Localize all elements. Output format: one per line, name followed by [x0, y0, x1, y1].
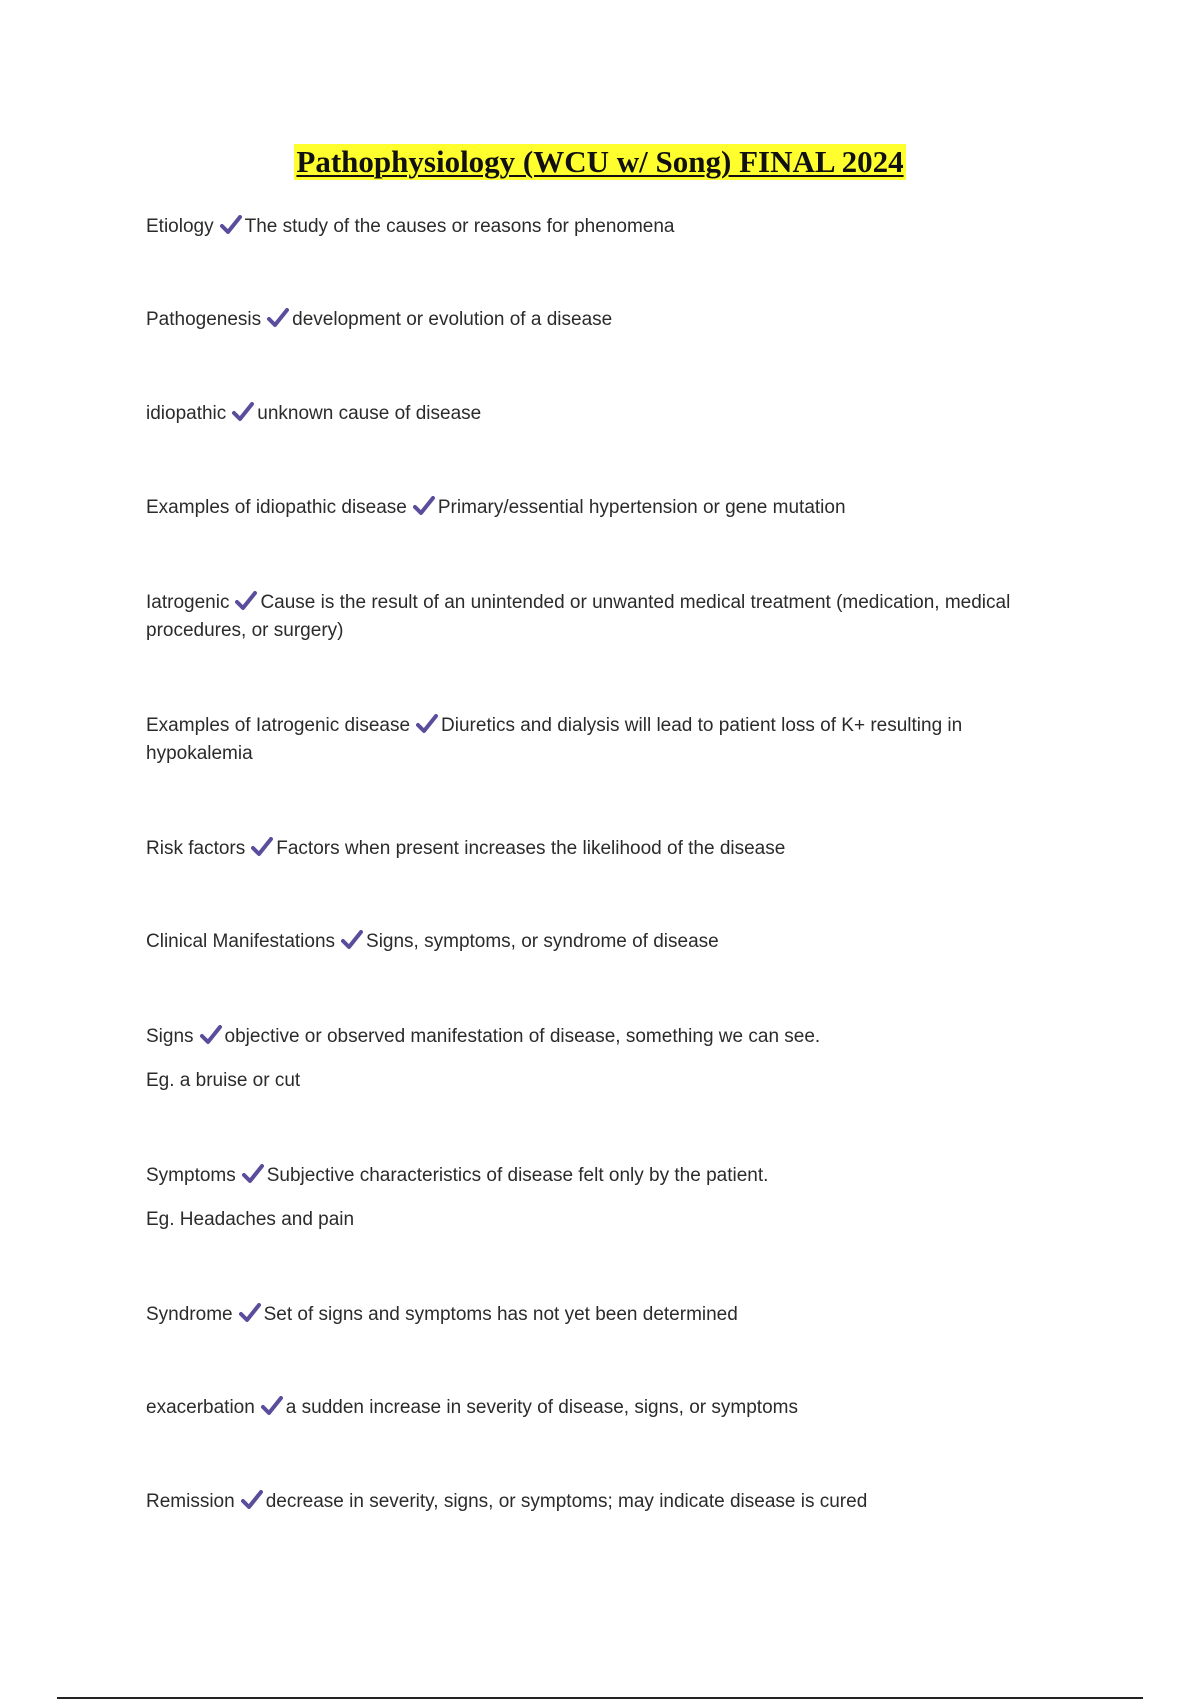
entry-term: Symptoms [146, 1165, 236, 1186]
flashcard-entry [146, 1301, 1046, 1329]
entry-definition: unknown cause of disease [257, 403, 482, 424]
checkmark-icon [220, 215, 242, 235]
flashcard-entry [146, 1162, 1046, 1234]
checkmark-icon [261, 1396, 283, 1416]
entry-term: Examples of idiopathic disease [146, 497, 407, 518]
flashcard-entry [146, 306, 1046, 334]
entry-example: Eg. a bruise or cut [146, 1070, 301, 1091]
document-title: Pathophysiology (WCU w/ Song) FINAL 2024 [296, 144, 904, 179]
checkmark-icon [242, 1164, 264, 1184]
flashcard-entry [146, 213, 1046, 241]
checkmark-icon [413, 496, 435, 516]
flashcard-entry [146, 712, 1046, 768]
checkmark-icon [232, 402, 254, 422]
entry-term: Syndrome [146, 1304, 233, 1325]
flashcard-entry [146, 494, 1046, 522]
entry-definition: Primary/essential hypertension or gene mutation [437, 497, 846, 518]
checkmark-icon [341, 930, 363, 950]
flashcard-entry [146, 1488, 1046, 1516]
entry-definition: Subjective characteristics of disease felt only by the patient. [266, 1165, 769, 1186]
flashcard-entry [146, 835, 1046, 863]
entry-term: Remission [146, 1491, 235, 1512]
entry-term: Pathogenesis [146, 309, 262, 330]
checkmark-icon [416, 714, 438, 734]
entry-definition: a sudden increase in severity of disease, signs, or symptoms [285, 1397, 798, 1418]
flashcard-entry [146, 1394, 1046, 1422]
checkmark-icon [251, 837, 273, 857]
entry-definition: Signs, symptoms, or syndrome of disease [366, 931, 719, 952]
entry-term: Clinical Manifestations [146, 931, 336, 952]
entry-example: Eg. Headaches and pain [146, 1209, 355, 1230]
entry-term: idiopathic [146, 403, 227, 424]
entry-definition: Set of signs and symptoms has not yet been determined [263, 1304, 738, 1325]
entry-definition: decrease in severity, signs, or symptoms; may indicate disease is cured [265, 1491, 868, 1512]
entry-term: Signs [146, 1026, 194, 1047]
entry-definition: objective or observed manifestation of disease, something we can see. [224, 1026, 821, 1047]
entry-definition: development or evolution of a disease [292, 309, 613, 330]
entry-term: exacerbation [146, 1397, 255, 1418]
entry-term: Examples of Iatrogenic disease [146, 715, 411, 736]
checkmark-icon [241, 1490, 263, 1510]
title-container [0, 144, 1200, 180]
entry-definition: The study of the causes or reasons for phenomena [244, 216, 675, 237]
checkmark-icon [267, 308, 289, 328]
footer-divider [57, 1697, 1143, 1699]
checkmark-icon [200, 1025, 222, 1045]
checkmark-icon [235, 591, 257, 611]
entry-definition: Cause is the result of an unintended or unwanted medical treatment (medication, medical procedures, or surgery) [146, 592, 1011, 641]
flashcard-entry [146, 589, 1046, 645]
entry-term: Etiology [146, 216, 214, 237]
flashcard-entry [146, 400, 1046, 428]
flashcard-entry [146, 928, 1046, 956]
checkmark-icon [239, 1303, 261, 1323]
entry-term: Iatrogenic [146, 592, 230, 613]
entry-definition: Diuretics and dialysis will lead to patient loss of K+ resulting in hypokalemia [146, 715, 963, 764]
entry-definition: Factors when present increases the likelihood of the disease [276, 838, 786, 859]
flashcard-entry [146, 1023, 1046, 1095]
entry-term: Risk factors [146, 838, 246, 859]
